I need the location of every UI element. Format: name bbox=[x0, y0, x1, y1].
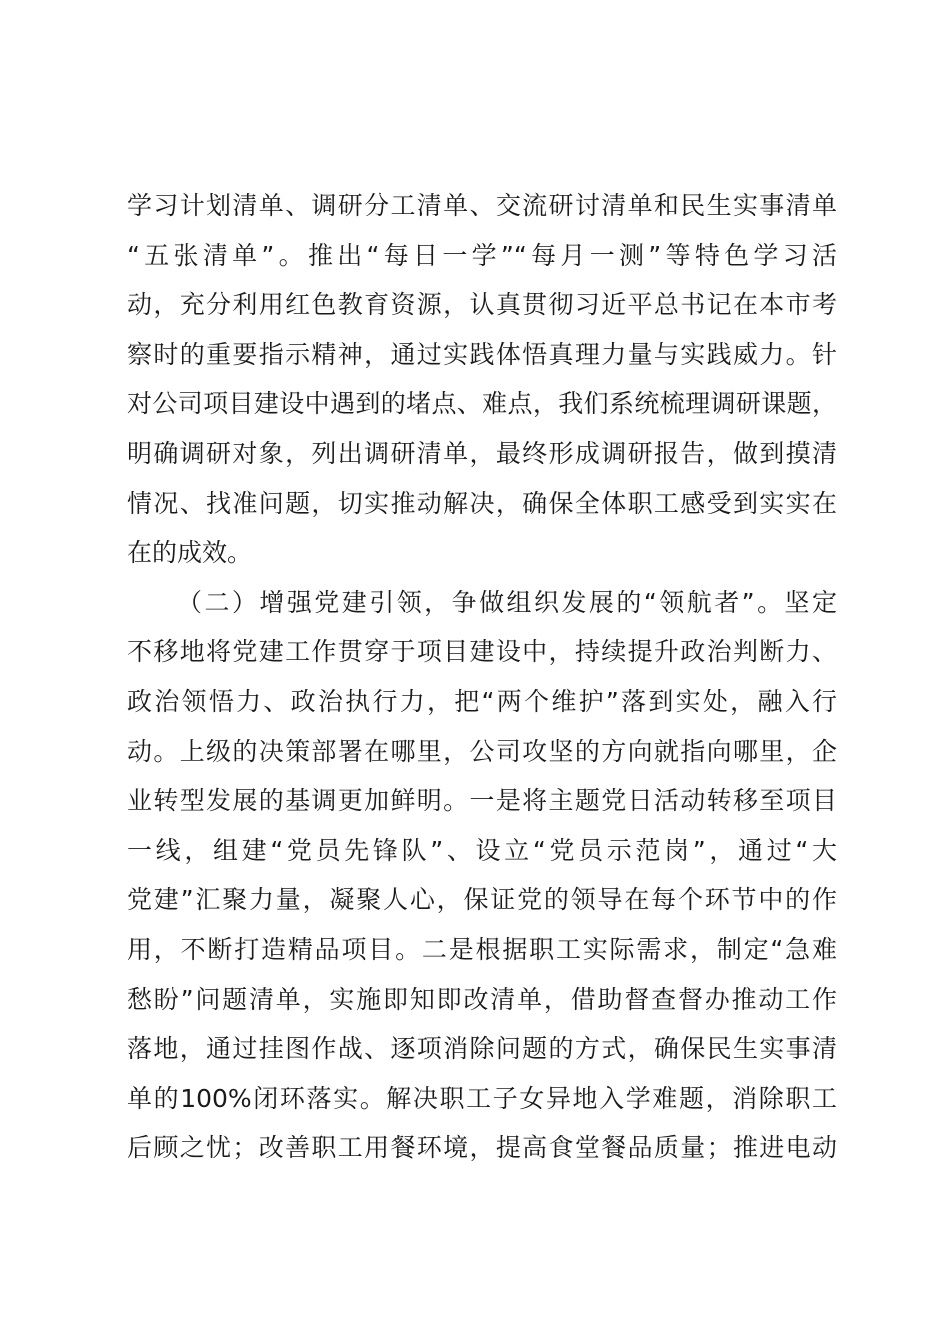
text-line-3: 动，充分利用红色教育资源，认真贯彻习近平总书记在本市考 bbox=[127, 290, 837, 320]
text-line-4: 察时的重要指示精神，通过实践体悟真理力量与实践威力。针 bbox=[127, 339, 837, 369]
text-line-8: 在的成效。 bbox=[127, 538, 253, 568]
text-line-12: 动。上级的决策部署在哪里，公司攻坚的方向就指向哪里，企 bbox=[127, 736, 837, 766]
text-line-17: 愁盼”问题清单，实施即知即改清单，借助督查督办推动工作 bbox=[127, 984, 837, 1014]
text-line-16: 用，不断打造精品项目。二是根据职工实际需求，制定“急难 bbox=[127, 934, 837, 964]
text-line-14: 一线，组建“党员先锋队”、设立“党员示范岗”，通过“大 bbox=[127, 835, 837, 865]
text-line-15: 党建”汇聚力量，凝聚人心，保证党的领导在每个环节中的作 bbox=[127, 885, 837, 915]
body-text bbox=[127, 181, 837, 1173]
text-line-6: 明确调研对象，列出调研清单，最终形成调研报告，做到摸清 bbox=[127, 438, 837, 468]
text-line-1: 学习计划清单、调研分工清单、交流研讨清单和民生实事清单 bbox=[127, 191, 837, 220]
text-line-7: 情况、找准问题，切实推动解决，确保全体职工感受到实实在 bbox=[127, 488, 837, 518]
text-line-5: 对公司项目建设中遇到的堵点、难点，我们系统梳理调研课题， bbox=[127, 389, 837, 419]
text-line-20: 后顾之忧；改善职工用餐环境，提高食堂餐品质量；推进电动 bbox=[127, 1133, 837, 1163]
text-line-18: 落地，通过挂图作战、逐项消除问题的方式，确保民生实事清 bbox=[127, 1034, 837, 1064]
text-line-2: “五张清单”。推出“每日一学”“每月一测”等特色学习活 bbox=[127, 240, 837, 270]
section-heading-line: （二）增强党建引领，争做组织发展的“领航者”。坚定 bbox=[177, 587, 837, 617]
text-line-11: 政治领悟力、政治执行力，把“两个维护”落到实处，融入行 bbox=[127, 686, 837, 716]
text-line-19: 单的100%闭环落实。解决职工子女异地入学难题，消除职工 bbox=[127, 1083, 837, 1113]
text-line-10: 不移地将党建工作贯穿于项目建设中，持续提升政治判断力、 bbox=[127, 637, 837, 667]
text-line-13: 业转型发展的基调更加鲜明。一是将主题党日活动转移至项目 bbox=[127, 786, 837, 816]
